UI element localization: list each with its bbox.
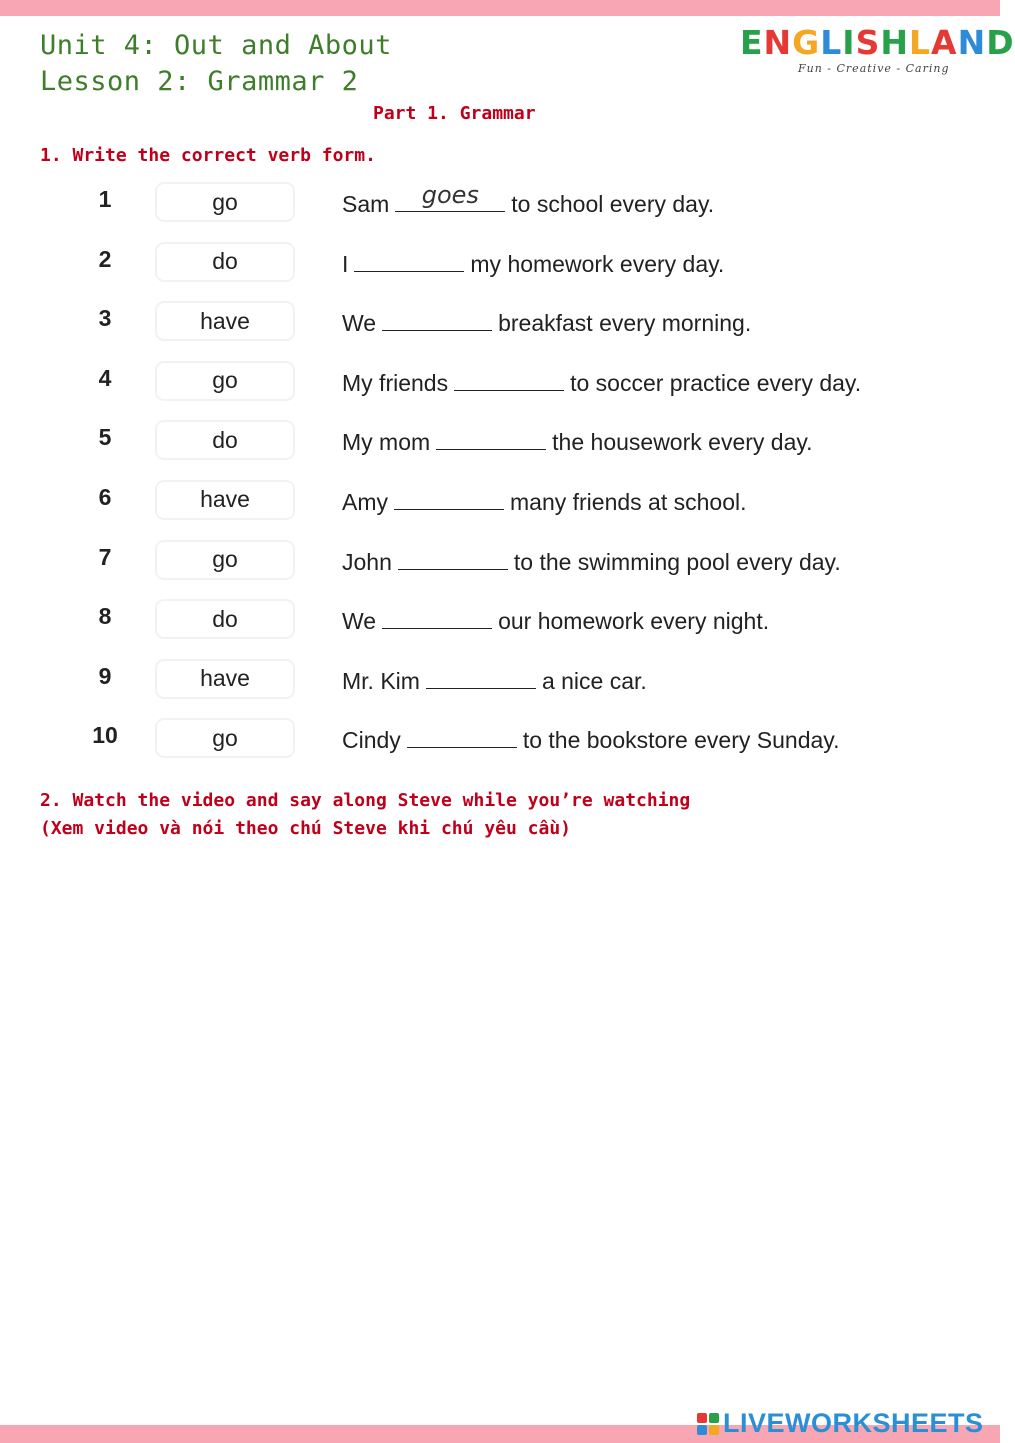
sentence-start: We [342,608,377,635]
sentence-end: the housework every day. [552,429,813,456]
row-number: 6 [98,483,112,510]
row-number: 7 [98,543,112,570]
verb-box: have [155,301,295,341]
answer-blank[interactable] [382,606,492,629]
sentence-end: breakfast every morning. [498,310,752,337]
answer-blank[interactable] [454,368,564,391]
row-number: 10 [92,722,118,749]
liveworksheets-icon-square [697,1425,707,1435]
exercise-row [0,174,1000,234]
exercise-row [0,234,1000,294]
sentence-start: John [342,548,392,575]
sentence-start: Mr. Kim [342,667,420,694]
verb-box: have [155,480,295,520]
brand-tagline: Fun - Creative - Caring [798,62,950,75]
verb-box: go [155,182,295,222]
exercise-row [0,591,1000,651]
sentence-end: many friends at school. [510,488,747,515]
exercise-1-list [0,174,1000,770]
answer-blank[interactable] [382,308,492,331]
verb-box: go [155,718,295,758]
liveworksheets-icon-square [709,1425,719,1435]
liveworksheets-logo [697,1408,984,1439]
sentence-start: We [342,310,377,337]
brand-letter: N [763,23,793,62]
sentence-start: My friends [342,369,449,396]
sentence [342,725,839,754]
verb-box: go [155,540,295,580]
exercise-row [0,710,1000,770]
part-title: Part 1. Grammar [373,103,536,124]
answer-blank[interactable] [395,181,505,212]
lesson-title: Lesson 2: Grammar 2 [40,66,359,97]
exercise-2-subtitle: (Xem video và nói theo chú Steve khi chú yêu cầu) [40,818,572,839]
sentence [342,666,647,695]
exercise-row [0,532,1000,592]
row-number: 4 [98,364,112,391]
answer-blank[interactable] [436,427,546,450]
answer-blank[interactable] [398,547,508,570]
sentence-end: a nice car. [541,667,647,694]
answer-blank[interactable] [354,249,464,272]
sentence-start: Cindy [342,727,401,754]
exercise-1-title: 1. Write the correct verb form. [40,145,376,166]
brand-letter: H [880,23,909,62]
verb-box: do [155,242,295,282]
sentence [342,547,841,576]
verb-box: go [155,361,295,401]
sentence-start: Amy [342,488,388,515]
brand-letter: E [740,23,764,62]
sentence-end: our homework every night. [498,608,770,635]
liveworksheets-icon-square [697,1413,707,1423]
brand-letter: G [792,23,821,62]
row-number: 9 [98,662,112,689]
brand-letter: A [931,23,958,62]
sentence [342,368,861,397]
unit-title: Unit 4: Out and About [40,30,392,61]
row-number: 3 [98,305,112,332]
brand-letter: D [986,23,1015,62]
exercise-row [0,472,1000,532]
exercise-2-title: 2. Watch the video and say along Steve while you’re watching [40,790,691,811]
top-pink-band [0,0,1000,16]
verb-box: have [155,659,295,699]
sentence-start: Sam [342,191,390,217]
sentence-start: I [342,250,349,277]
englishland-logo [740,23,1015,75]
row-number: 2 [98,245,112,272]
liveworksheets-logo-text: LIVEWORKSHEETS [723,1408,984,1438]
answer-blank[interactable] [394,487,504,510]
liveworksheets-icon [697,1413,719,1435]
brand-letter: S [855,23,881,62]
exercise-row [0,651,1000,711]
brand-letter: L [908,23,932,62]
sentence-end: to soccer practice every day. [570,369,862,396]
brand-letter: L [820,23,843,62]
sentence [342,606,769,635]
exercise-row [0,412,1000,472]
sentence [342,181,715,218]
brand-letter: I [842,23,856,62]
sentence [342,249,724,278]
sentence [342,427,813,456]
sentence-end: to the bookstore every Sunday. [522,727,840,754]
answer-text: goes [421,181,479,209]
exercise-row [0,353,1000,413]
sentence-end: to the swimming pool every day. [513,548,841,575]
sentence-start: My mom [342,429,431,456]
brand-letter: N [957,23,987,62]
row-number: 8 [98,603,112,630]
sentence [342,308,751,337]
answer-blank[interactable] [407,725,517,748]
brand-name [740,23,1015,62]
row-number: 1 [98,186,112,212]
answer-blank[interactable] [426,666,536,689]
verb-box: do [155,599,295,639]
sentence [342,487,747,516]
sentence-end: to school every day. [511,191,715,217]
verb-box: do [155,420,295,460]
exercise-row [0,293,1000,353]
row-number: 5 [98,424,112,451]
liveworksheets-icon-square [709,1413,719,1423]
sentence-end: my homework every day. [470,250,725,277]
